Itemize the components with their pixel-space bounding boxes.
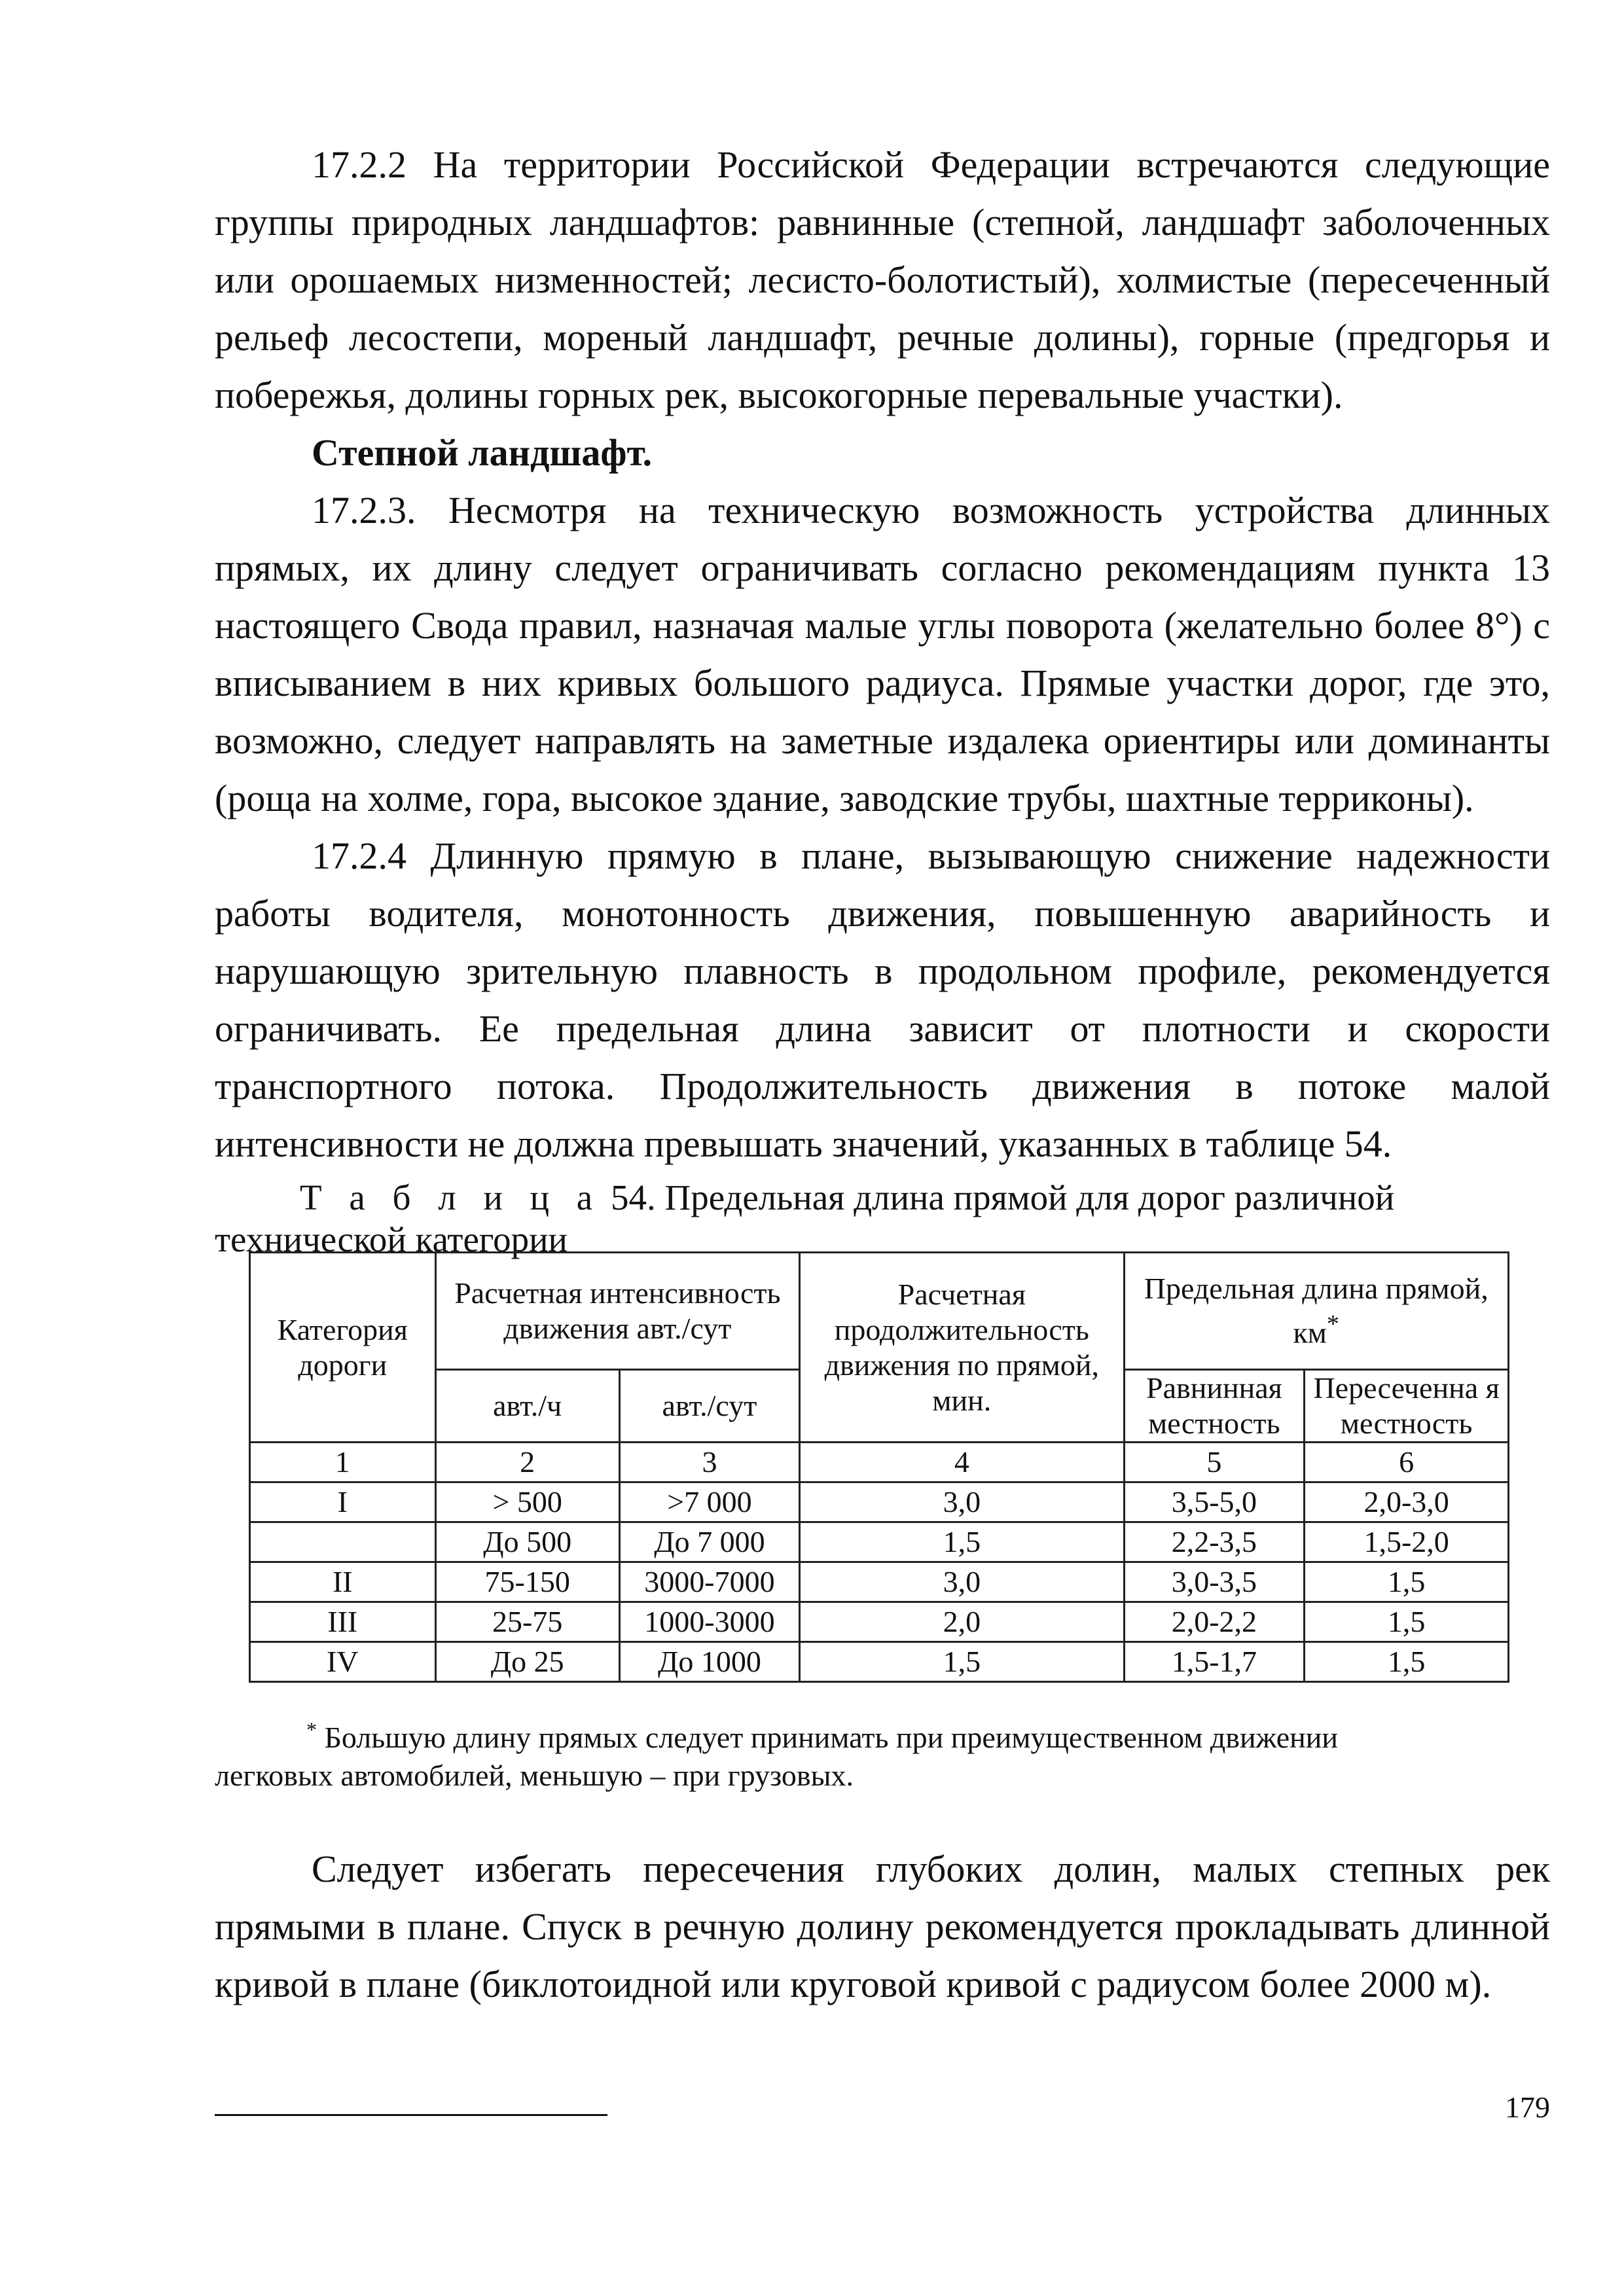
table-caption-label: Т а б л и ц а: [300, 1177, 602, 1217]
table-caption-line1: [215, 1177, 1550, 1219]
header-duration: Расчетная продолжительность движения по прямой, мин.: [800, 1253, 1124, 1443]
table-row: [250, 1642, 1509, 1682]
table-cell: 3,5-5,0: [1124, 1482, 1305, 1522]
table-cell: 1,5: [1305, 1602, 1509, 1642]
paragraph-17-2-2: 17.2.2 На территории Российской Федерации встречаются следующие группы природных ландшафтов: равнинные (степной, ландшафт заболоченных или орошаемых низменностей; лесисто-болотистый), холмистые (пересеченный рельеф лесостепи, мореный ландшафт, речные долины), горные (предгорья и побережья, долины горных рек, высокогорные перевальные участки).: [215, 143, 1550, 416]
table-footnote: [215, 1719, 1550, 1795]
header-rugged: Пересеченна я местность: [1305, 1370, 1509, 1443]
table-cell: 2,2-3,5: [1124, 1522, 1305, 1562]
table-cell: > 500: [435, 1482, 619, 1522]
table-row: [250, 1482, 1509, 1522]
table-cell: 1,5: [1305, 1642, 1509, 1682]
table-cell: 1000-3000: [619, 1602, 799, 1642]
table-header-row-1: [250, 1253, 1509, 1370]
column-number: 1: [250, 1443, 436, 1482]
header-plain: Равнинная местность: [1124, 1370, 1305, 1443]
page-number: 179: [1505, 2090, 1550, 2124]
table-row: [250, 1602, 1509, 1642]
table-cell: 75-150: [435, 1562, 619, 1602]
paragraph-17-2-4: 17.2.4 Длинную прямую в плане, вызывающую снижение надежности работы водителя, монотонность движения, повышенную аварийность и нарушающую зрительную плавность в продольном профиле, рекомендуется ограничивать. Ее предельная длина зависит от плотности и скорости транспортного потока. Продолжительность движения в потоке малой интенсивности не должна превышать значений, указанных в таблице 54.: [215, 834, 1550, 1165]
column-number: 3: [619, 1443, 799, 1482]
table-cell: III: [250, 1602, 436, 1642]
column-number: 2: [435, 1443, 619, 1482]
table-row: [250, 1562, 1509, 1602]
table-cell: 3,0: [800, 1562, 1124, 1602]
table-cell: До 25: [435, 1642, 619, 1682]
header-limit-mark: *: [1326, 1310, 1340, 1338]
table-caption: [215, 1177, 1550, 1261]
table-cell: 3,0: [800, 1482, 1124, 1522]
column-number: 4: [800, 1443, 1124, 1482]
table-cell: II: [250, 1562, 436, 1602]
table-caption-text: 54. Предельная длина прямой для дорог различной: [602, 1177, 1395, 1217]
document-body: [215, 136, 1550, 1261]
table-cell: 1,5: [800, 1642, 1124, 1682]
table-cell: 3000-7000: [619, 1562, 799, 1602]
table-cell: 1,5-2,0: [1305, 1522, 1509, 1562]
table-cell: IV: [250, 1642, 436, 1682]
table-cell: [250, 1522, 436, 1562]
table-cell: До 500: [435, 1522, 619, 1562]
footnote-text: Большую длину прямых следует принимать при преимущественном движении: [317, 1721, 1339, 1754]
header-limit: [1124, 1253, 1508, 1370]
footnote-line1: [215, 1719, 1550, 1757]
paragraph-closing: Следует избегать пересечения глубоких долин, малых степных рек прямыми в плане. Спуск в речную долину рекомендуется прокладывать длинной кривой в плане (биклотоидной или круговой кривой с радиусом более 2000 м).: [215, 1848, 1550, 2005]
paragraph-17-2-3: 17.2.3. Несмотря на техническую возможность устройства длинных прямых, их длину следует ограничивать согласно рекомендациям пункта 13 настоящего Свода правил, назначая малые углы поворота (желательно более 8°) с вписыванием в них кривых большого радиуса. Прямые участки дорог, где это, возможно, следует направлять на заметные издалека ориентиры или доминанты (роща на холме, гора, высокое здание, заводские трубы, шахтные терриконы).: [215, 489, 1550, 819]
table-cell: 1,5: [1305, 1562, 1509, 1602]
footnote-line2: легковых автомобилей, меньшую – при грузовых.: [215, 1759, 854, 1792]
column-number: 5: [1124, 1443, 1305, 1482]
road-length-table: [249, 1251, 1509, 1683]
header-intensity: Расчетная интенсивность движения авт./сут: [435, 1253, 800, 1370]
header-limit-label: Предельная длина прямой, км: [1144, 1272, 1489, 1350]
table-cell: До 1000: [619, 1642, 799, 1682]
header-per-hour: авт./ч: [435, 1370, 619, 1443]
table-cell: >7 000: [619, 1482, 799, 1522]
header-per-day: авт./сут: [619, 1370, 799, 1443]
table-cell: 1,5: [800, 1522, 1124, 1562]
table-cell: 3,0-3,5: [1124, 1562, 1305, 1602]
section-heading-steppe: Степной ландшафт.: [312, 431, 653, 474]
header-category: Категория дороги: [250, 1253, 436, 1443]
table-cell: До 7 000: [619, 1522, 799, 1562]
table-cell: 2,0-3,0: [1305, 1482, 1509, 1522]
footnote-mark: *: [306, 1717, 317, 1742]
closing-block: [215, 1840, 1550, 2013]
table-cell: 1,5-1,7: [1124, 1642, 1305, 1682]
table-cell: 2,0-2,2: [1124, 1602, 1305, 1642]
footnote-separator-rule: [215, 2114, 607, 2116]
column-number: 6: [1305, 1443, 1509, 1482]
table-row: [250, 1522, 1509, 1562]
table-caption-line2: технической категории: [215, 1219, 568, 1259]
column-number-row: [250, 1443, 1509, 1482]
table-cell: 25-75: [435, 1602, 619, 1642]
table-cell: I: [250, 1482, 436, 1522]
table-cell: 2,0: [800, 1602, 1124, 1642]
